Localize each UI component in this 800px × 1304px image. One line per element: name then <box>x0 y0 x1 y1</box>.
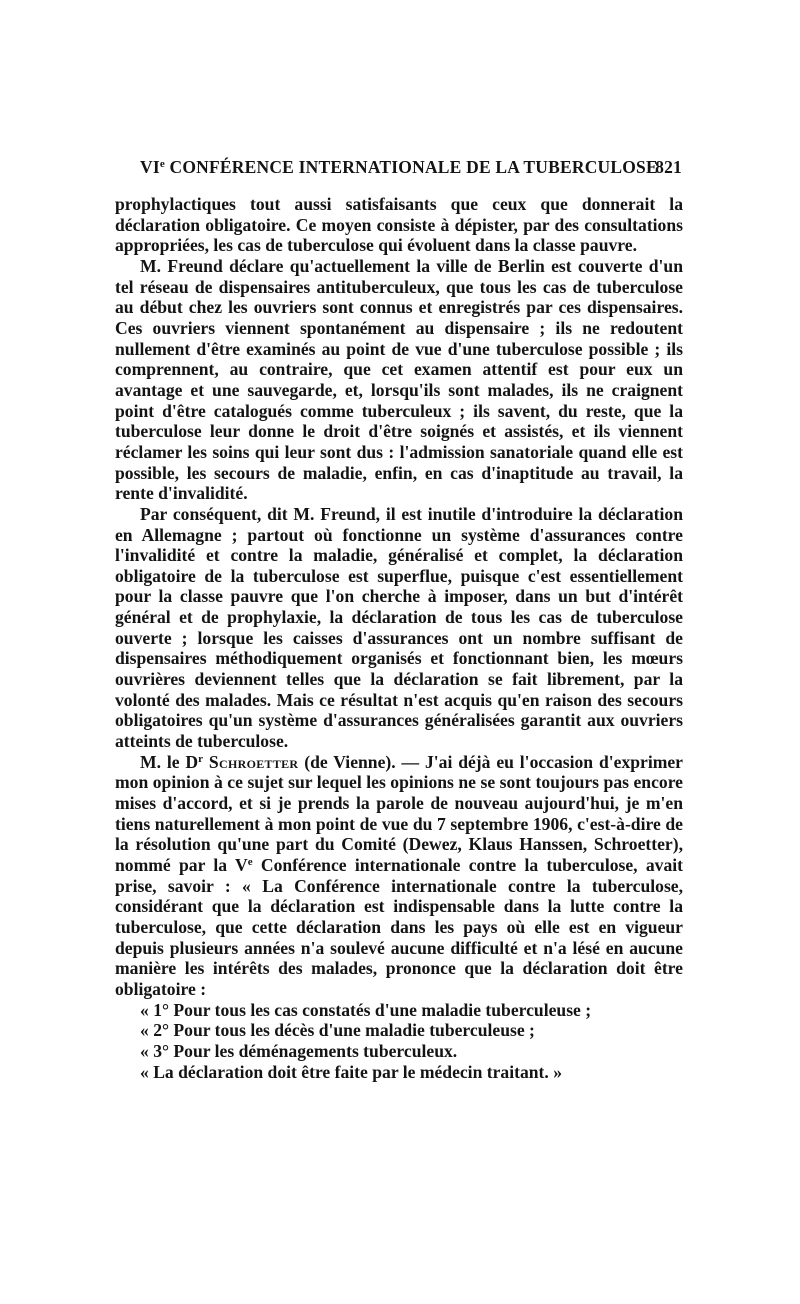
paragraph-freund-berlin: M. Freund déclare qu'actuellement la ville de Berlin est couverte d'un tel réseau de dispensaires antituberculeux, que tous les cas de tuberculose au début chez les ouvriers sont connus et enregistrés par ces dispensaires. Ces ouvriers viennent spontanément au dispensaire ; ils ne redoutent nullement d'être examinés au point de vue d'une tuberculose possible ; ils comprennent, au contraire, que cet examen attentif est pour eux un avantage et une sauvegarde, et, lorsqu'ils sont malades, ils ne craignent point d'être catalogués comme tuberculeux ; ils savent, du reste, que la tuberculose leur donne le droit d'être soignés et assistés, et ils viennent réclamer les soins qui leur sont dus : l'admission sanatoriale quand elle est possible, les secours de maladie, enfin, en cas d'inaptitude au travail, la rente d'invalidité. <box>115 255 683 504</box>
doctor-superscript: r <box>198 752 204 765</box>
quote-item-1: « 1° Pour tous les cas constatés d'une maladie tuberculeuse ; <box>140 999 592 1020</box>
running-title-superscript: e <box>159 158 165 170</box>
speaker-prefix: M. le D <box>140 751 199 772</box>
paragraph-continuation: prophylactiques tout aussi satisfaisants que ceux que donnerait la déclaration obligatoire. Ce moyen consiste à dépister, par des consultations appropriées, les cas de tuberculose qui évoluent dans la classe pauvre. <box>115 194 683 256</box>
schroetter-text-a: (de Vienne). — J'ai déjà eu l'occasion d'exprimer mon opinion à ce sujet sur lequel les opinions ne se sont toujours pas encore mises d'accord, et si je prends la parole de nouveau aujourd'hui, je m'en tiens naturellement à mon point de vue du 7 septembre 1906, c'est-à-dire de la résolution qu'une part du Comité (Dewez, Klaus Hanssen, Schroetter), nommé par la V <box>115 751 683 875</box>
running-header <box>140 157 682 181</box>
body-text <box>115 194 683 1082</box>
quote-closing: « La déclaration doit être faite par le médecin traitant. » <box>140 1061 563 1082</box>
speaker-name: Schroetter <box>208 751 299 772</box>
page-number: 821 <box>655 157 682 177</box>
running-title-text: CONFÉRENCE INTERNATIONALE DE LA TUBERCULOSE <box>164 157 658 177</box>
paragraph-schroetter <box>115 752 683 1000</box>
paragraph-freund-conclusion: Par conséquent, dit M. Freund, il est inutile d'introduire la déclaration en Allemagne ; partout où fonctionne un système d'assurances contre l'invalidité et contre la maladie, généralisé et complet, la déclaration obligatoire de la tuberculose est superflue, puisque c'est essentiellement pour la classe pauvre que l'on cherche à imposer, dans un but d'intérêt général et de prophylaxie, la déclaration de tous les cas de tuberculose ouverte ; lorsque les caisses d'assurances ont un nombre suffisant de dispensaires méthodiquement organisés et fonctionnant bien, les mœurs ouvrières deviennent telles que la déclaration se fait librement, par la volonté des malades. Mais ce résultat n'est acquis qu'en raison des secours obligatoires qu'un système d'assurances généralisées garantit aux ouvriers atteints de tuberculose. <box>115 503 683 752</box>
quote-item-2: « 2° Pour tous les décès d'une maladie tuberculeuse ; <box>140 1020 535 1041</box>
quote-item-3: « 3° Pour les déménagements tuberculeux. <box>140 1040 458 1061</box>
schroetter-text-b: Conférence internationale contre la tuberculose, avait prise, savoir : « La Conférence internationale contre la tuberculose, considérant que la déclaration est indispensable dans la lutte contre la tuberculose, que cette déclaration dans les pays où elle est en vigueur depuis plusieurs années n'a soulevé aucune difficulté et n'a lésé en aucune manière les intérêts des malades, prononce que la déclaration doit être obligatoire : <box>115 855 683 999</box>
conference-superscript: e <box>247 856 253 868</box>
running-title <box>140 157 658 178</box>
running-title-prefix: VI <box>140 157 160 177</box>
